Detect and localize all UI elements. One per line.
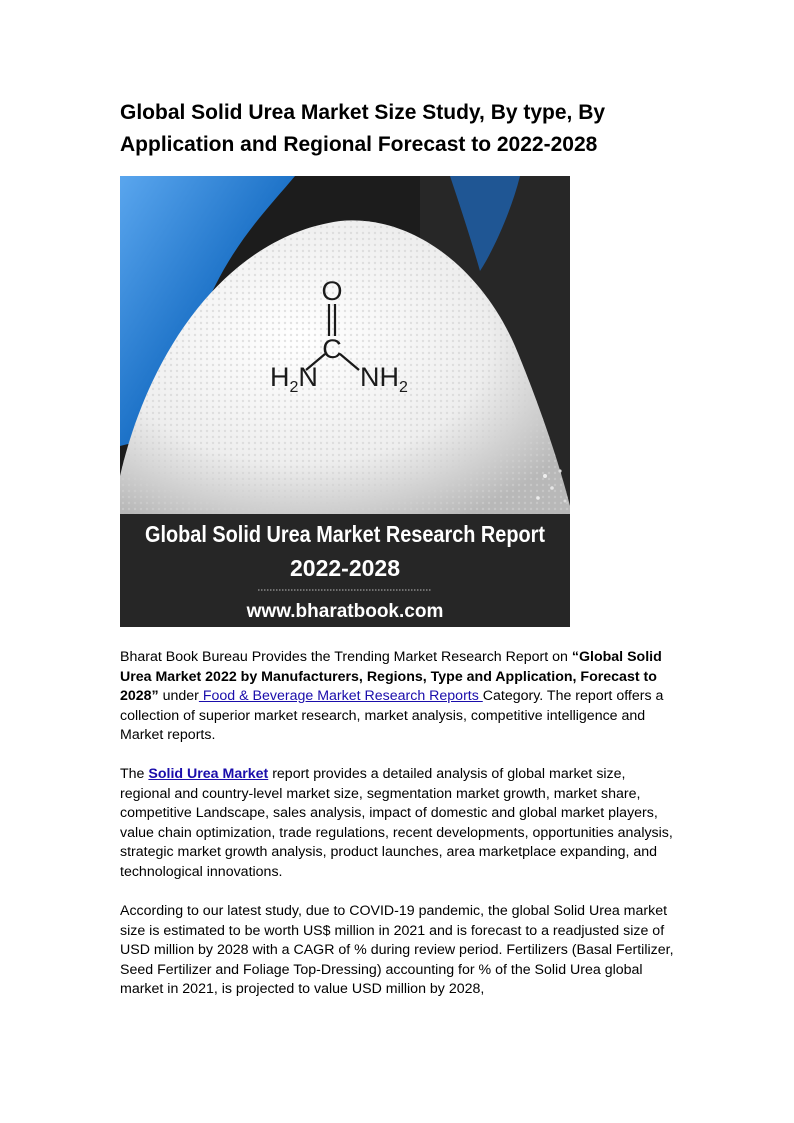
hero-image — [120, 176, 570, 627]
overview-paragraph — [120, 765, 676, 882]
study-paragraph: According to our latest study, due to COVID-19 pandemic, the global Solid Urea market size is estimated to be worth US$ million in 2021 and is forecast to a readjusted size of USD million by 2028 with a CAGR of % during review period. Fertilizers (Basal Fertilizer, Seed Fertilizer and Foliage Top-Dressing) accounting for % of the Solid Urea global market in 2021, is projected to value USD million by 2028, — [120, 903, 674, 997]
formula-oxygen: O — [321, 276, 343, 306]
formula-left-group: $H_2N$ — [270, 362, 318, 396]
intro-rest: Category. The report offers a collection of superior market research, market analysis, competitive intelligence and Market reports. — [120, 688, 664, 743]
banner-title: Global Solid Urea Market Research Report — [145, 521, 546, 547]
intro-text: Bharat Book Bureau Provides the Trending Market Research Report on — [120, 649, 572, 665]
report-name: “Global Solid Urea Market 2022 by Manufacturers, Regions, Type and Application, Forecast to 2028” — [120, 649, 662, 704]
banner-years: 2022-2028 — [290, 555, 400, 581]
banner-url: www.bharatbook.com — [246, 601, 444, 622]
hero-image-graphic — [120, 176, 570, 627]
formula-carbon: C — [322, 334, 342, 364]
overview-rest: report provides a detailed analysis of global market size, regional and country-level market size, segmentation market growth, market share, competitive Landscape, sales analysis, impact of domestic and global market players, value chain optimization, trade regulations, recent developments, opportunities analysis, strategic market growth analysis, product launches, area marketplace expanding, and technological innovations. — [120, 766, 673, 880]
under-text: under — [158, 688, 199, 704]
category-link[interactable]: Food & Beverage Market Research Reports — [198, 688, 483, 704]
page-title: Global Solid Urea Market Size Study, By type, By Application and Regional Forecast to 2022-2028 — [120, 101, 606, 156]
intro-paragraph — [120, 648, 676, 746]
formula-right-group: $NH_2$ — [360, 362, 408, 396]
solid-urea-market-link[interactable]: Solid Urea Market — [148, 766, 269, 782]
overview-lead: The — [120, 766, 149, 782]
